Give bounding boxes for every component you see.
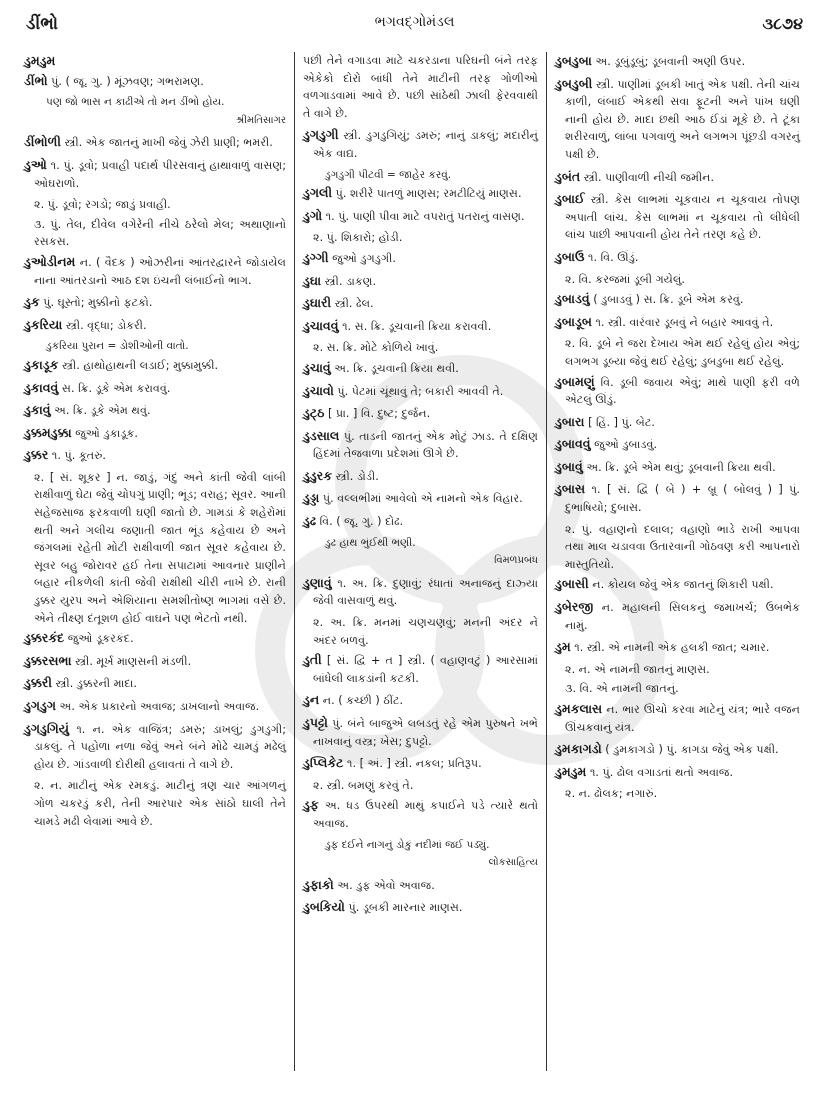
- sense-definition: ૨. પું. વહાણનો દલાલ; વહાણો ભાડે રાખી આપવા તથા માલ ચડાવવા ઉતારવાની ગોઠવણ કરી આપનારો માસ્તુતિયો.: [565, 522, 800, 571]
- sense-definition: ૨. [ સં. શૂકર ] ન. જાડું, ગંદું અને કાંતી જેવી લાંબી રાક્ષીવાળું ઘેટા જેવું ચોપગું પ્રાણી; ભૂંડ; વરાહ; સૂવર. આની સહેજસાજ ફરકવાળી ઘણી જાતો છે. ગામડાં કે શહેરોમાં થતી અને ગલીચ જણાતી જાત ભૂંડ કહેવાય છે અને જંગલમાં રહેતી મોટી રાક્ષીવાળી જાત સૂવર કહેવાય છે. સૂવર બહુ જોરાવર હઈ તેના સપાટામાં આવનાર પ્રાણીને બહાર નીકળેલી કાંતી જેવી રાક્ષીથી ચીરી નાખે છે. રાની ડુક્કર યુરપ અને એશિયાના સમશીતોષ્ણ ભાગમાં વસે છે. એને તીક્ષ્ણ દંતૂશળ હોઈ વાઘને પણ ભેટતો નથી.: [34, 470, 286, 625]
- definition: ૧. સ્ત્રી. વારંવાર ડૂબવું ને બહાર આવવું તે.: [595, 315, 774, 329]
- definition: અ. ક્રિ. ડૂકે એમ થવું.: [54, 404, 151, 418]
- definition: સ્ત્રી. હાથોહાથની લડાઈ; મુક્કામુક્કી.: [62, 358, 219, 372]
- headword: ડુગ્ગી: [303, 249, 329, 265]
- definition: સ્ત્રી. ડુગડુગિયું; ડમરું; નાનું ડાકલું; મદારીનું એક વાદ્ય.: [313, 129, 538, 160]
- dictionary-entry: [24, 401, 286, 420]
- dictionary-entry: [555, 638, 800, 657]
- definition: ૧. પું. ઢોલ વગાડતાં થતો અવાજ.: [589, 765, 734, 779]
- definition: પું. તાડની જાતનું એક મોટું ઝાડ. તે દક્ષિણ હિંદમાં તેજવાળા પ્રદેશમાં ઊગે છે.: [313, 429, 538, 461]
- page-header: [26, 14, 803, 38]
- headword: ડુફ: [303, 797, 319, 813]
- headword: ડુમકાગડો: [555, 741, 602, 757]
- sense-definition: ૨. સ. ક્રિ. મોટે કોળિયે ખાવું.: [313, 341, 439, 355]
- definition: ૧. સ્ત્રી. એ નામની એક હલકી જાત; ચમાર.: [574, 641, 770, 655]
- dictionary-entry: [303, 898, 538, 917]
- dictionary-columns: [24, 52, 809, 1071]
- dictionary-entry: [24, 446, 286, 465]
- dictionary-entry: [303, 876, 538, 895]
- headword: ડુગડુગ: [24, 698, 56, 713]
- headword: ડુક: [24, 294, 40, 310]
- dictionary-entry: [555, 480, 800, 516]
- definition: ( ડુબાડવું ) સ. ક્રિ. ડૂબે એમ કરવું.: [593, 293, 744, 307]
- definition: સ્ત્રી. કેસ લાભમાં ચૂકવાય ન ચૂકવાય તોપણ અપાતી લાંચ. કેસ લાભમાં ન ચૂકવાય તો લીધેલી લાંચ પાછી આપવાની હોય તેને તરણ કહે છે.: [565, 193, 800, 242]
- definition: ( ડુમકાગડો ) પું. કાગડા જેવું એક પક્ષી.: [605, 743, 779, 757]
- headword: ડુઘા: [303, 272, 322, 288]
- dictionary-entry: [555, 740, 800, 759]
- headword: ડુમડુમ: [555, 763, 587, 779]
- headword: ડુટ્ઠ: [303, 405, 325, 421]
- dictionary-entry: [24, 293, 286, 312]
- headword: ડુક્કરી: [24, 675, 52, 691]
- dictionary-entry: [555, 75, 800, 164]
- headword: ડુચાવો: [303, 382, 334, 398]
- sense-definition: ૨. પું. શિકારો; હોડી.: [313, 231, 403, 245]
- dictionary-entry: [555, 763, 800, 782]
- definition: જુઓ ડૂકરકંદ.: [67, 632, 134, 646]
- headword: ડુઢ: [303, 513, 317, 529]
- dictionary-entry: [303, 796, 538, 832]
- definition: પછી તેને વગાડવા માટે ચકરડાના પરિઘની બંને તરફ એકેકો દોરો બાંધી તેને માટીની તરફ ગોળીઓ વળગાડવામાં આવે છે. પછી સાંઠેથી ઝાલી ફેરવવાથી તે વાગે છે.: [303, 54, 538, 120]
- definition: સ્ત્રી. પાણીમાં ડૂબકી ખાતું એક પક્ષી. તેની ચાંચ કાળી, લંબાઈ એકથી સવા ફૂટની અને પાંખ ઘણી નાની હોય છે. માદા છથી આઠ ઈંડાં મૂકે છે. તે ટૂંકા શરીરવાળું, લાંબા પગવાળું અને લગભગ પૂંછડી વગરનું પક્ષી છે.: [565, 77, 800, 161]
- dictionary-entry: [303, 126, 538, 162]
- dictionary-entry: [555, 373, 800, 409]
- definition: સ્ત્રી. ડોડી.: [335, 469, 379, 483]
- column-2: [294, 52, 546, 1071]
- headword: ડુબેરજી: [555, 599, 594, 615]
- headword: ડુફાકો: [303, 876, 334, 892]
- definition: જુઓ ડુગડુગી.: [332, 251, 396, 265]
- dictionary-entry: [303, 427, 538, 463]
- definition: જુઓ ડુકાડૂક.: [75, 426, 138, 440]
- headword: ડુગો: [303, 207, 323, 223]
- headword: ડુબાસી: [555, 576, 589, 592]
- definition: સ્ત્રી. ડાકણ.: [324, 274, 377, 288]
- dictionary-entry: [555, 313, 800, 332]
- definition: ૧. [ અં. ] સ્ત્રી. નકલ; પ્રતિરૂપ.: [347, 757, 482, 771]
- sense-definition: ૨. વિ. કરજમાં ડૂબી ગયેલું.: [565, 272, 685, 286]
- dictionary-entry: [555, 598, 800, 634]
- definition: સ્ત્રી. ડુક્કરની માદા.: [55, 677, 137, 691]
- usage-quote: ડુગડુગી પીટવી = જાહેર કરવું.: [325, 168, 452, 181]
- usage-quote: પણ જો ભાસ ન કાઢીએ તો મન ડીંભો હોય.: [46, 96, 225, 109]
- dictionary-entry: [303, 52, 538, 122]
- definition: સ્ત્રી. એક જાતનું માખી જેવું ઝેરી પ્રાણી; ભમરી.: [64, 136, 273, 150]
- headword: ડીંભો: [24, 72, 48, 88]
- dictionary-entry: [303, 207, 538, 226]
- dictionary-entry: [555, 435, 800, 454]
- dictionary-entry: [303, 714, 538, 750]
- sense-definition: ૨. પું. ડૂવો; રગડો; જાડું પ્રવાહી.: [34, 198, 171, 212]
- definition: પું. ડૂબકી મારનાર માણસ.: [348, 901, 463, 915]
- dictionary-entry: [24, 674, 286, 693]
- dictionary-entry: [555, 413, 800, 432]
- sense-definition: ૨. ન. માટીનું એક રમકડું. માટીનું ત્રણ ચાર આંગળનું ગોળ ચકરડું કરી, તેની આરપાર એક સાંઠો ઘાલી તેને ચામડે મઢી લેવામાં આવે છે.: [34, 779, 286, 828]
- dictionary-entry: [24, 697, 286, 716]
- dictionary-entry: [24, 156, 286, 192]
- definition: સ. ક્રિ. ડૂકે એમ કરાવવું.: [61, 381, 171, 395]
- headword: ડુચાવવું: [303, 317, 339, 333]
- definition: પું. ( જૂ. ગુ. ) મૂંઝવણ; ગભરામણ.: [51, 74, 204, 88]
- sense-definition: ૨. ન. ઢોલક; નગારું.: [565, 787, 658, 801]
- usage-quote: ડુફ દઈને નાગનું ડોકું નદીમાં જઈ પડ્યું.: [325, 838, 490, 851]
- headword: ડુબંત: [555, 168, 581, 184]
- dictionary-entry: [24, 72, 286, 91]
- sense-definition: ૨. સ્ત્રી. બમણું કરવું તે.: [313, 778, 414, 792]
- definition: ૧. પું. પાણી પીવા માટે વપરાતું પતરાનું વાસણ.: [325, 209, 525, 223]
- headword: ડુડ્ડા: [303, 490, 320, 506]
- headword: ડુગડુગિયું: [24, 720, 70, 736]
- definition: ન. ( કચ્છી ) ઠીંટ.: [322, 694, 404, 708]
- dictionary-entry: [555, 458, 800, 477]
- definition: ન. ( વૈદક ) ઓઝરીનાં આંતરદ્વારને જોડાયેલ નાના આંતરડાનો આઠ દશ ઇંચની લંબાઈનો ભાગ.: [34, 255, 286, 287]
- definition: ન. ભાર ઊંચો કરવા માટેનું યંત્ર; ભારે વજન ઊંચકવાનું યંત્ર.: [565, 703, 800, 734]
- dictionary-entry: [555, 190, 800, 244]
- headword: ડુક્કર: [24, 447, 49, 463]
- dictionary-entry: [303, 359, 538, 378]
- headword: ડુડસાલ: [303, 427, 340, 443]
- headword: ડુબામણું: [555, 373, 595, 389]
- dictionary-entry: [24, 720, 286, 774]
- headword: ડીંભોળી: [24, 134, 61, 150]
- headword: ડુક્કરકંદ: [24, 630, 65, 646]
- headword: ડુબાડવું: [555, 291, 590, 307]
- dictionary-entry: [24, 629, 286, 648]
- dictionary-entry: [303, 404, 538, 423]
- definition: ૧. વિ. ઊંડું.: [587, 250, 639, 264]
- headword: ડુડુરક: [303, 467, 333, 483]
- definition: ૧. પું. કૂતરું.: [51, 449, 106, 463]
- book-title: ભગવદ્ગોમંડલ: [374, 14, 455, 30]
- definition: જુઓ ડુબાડવું.: [594, 438, 658, 452]
- headword: ડુકાડૂક: [24, 356, 59, 372]
- dictionary-entry: [24, 316, 286, 335]
- dictionary-entry: [24, 356, 286, 375]
- dictionary-entry: [303, 691, 538, 710]
- dictionary-entry: [303, 512, 538, 531]
- definition: અ. ડુફ એવો અવાજ.: [337, 878, 435, 892]
- guide-word-left: ડીંભો: [26, 14, 59, 34]
- sense-definition: ૩. પું. તેલ, દીવેલ વગેરેની નીચે ઠરેલો મેલ; અથાણાનો રસકસ.: [34, 217, 286, 249]
- dictionary-entry: [303, 574, 538, 610]
- definition: ૧. [ સં. દ્વિ ( બે ) + બ્રૂ ( બોલવું ) ] પું. દુભાષિયો; દુબાસ.: [565, 483, 800, 515]
- headword: ડુઓડીનમ: [24, 253, 76, 269]
- headword: ડુઓ: [24, 156, 47, 172]
- headword: ડુન: [303, 692, 320, 708]
- headword: ડુકાવવું: [24, 379, 59, 395]
- headword: ડુબાઉ: [555, 248, 585, 264]
- usage-quote: ડુકરિયા પુરાન = ડોશીઓની વાતો.: [46, 340, 189, 353]
- definition: વિ. ડૂબી જવાય એવું; માથે પાણી ફરી વળે એટલું ઊંડું.: [565, 375, 800, 407]
- definition: અ. ક્રિ. ડૂચવાની ક્રિયા થવી.: [334, 361, 459, 375]
- headword: ડુબાડૂબ: [555, 313, 592, 329]
- definition: ૧. ન. એક વાજિંત્ર; ડમરું; ડાખલું; ડુગડુગી; ડાકલું. તે પહોળા નળા જેવું અને બંને મોઢે ચામડું મઢેલું હોય છે. ગાંડવાળી દોરીથી હલાવતાં તે વાગે છે.: [34, 722, 286, 771]
- dictionary-entry: [555, 52, 800, 71]
- definition: સ્ત્રી. વૃદ્ધા; ડોકરી.: [65, 318, 147, 332]
- dictionary-entry: [555, 290, 800, 309]
- headword: ડુતી: [303, 652, 322, 668]
- headword: ડુગલી: [303, 185, 333, 201]
- headword: ડુકાવું: [24, 402, 51, 418]
- definition: પું. શરીરે પાતળું માણસ; રમટીટિયું માણસ.: [335, 187, 522, 201]
- headword: ડુણાવું: [303, 574, 332, 590]
- usage-quote: ડુઢ હાથ ભુંઈથી ભણી.: [325, 536, 416, 549]
- quote-source: વિમળપ્રબંધ: [494, 555, 538, 567]
- headword: ડુપ્લિકેટ: [303, 755, 344, 771]
- dictionary-entry: [555, 248, 800, 267]
- headword: ડુક્કમડુક્કા: [24, 424, 72, 440]
- definition: પું. વલ્લભીમાં આવેલો એ નામનો એક વિહાર.: [322, 492, 523, 506]
- sense-definition: ૨. ન. એ નામની જાતનું માણસ.: [565, 662, 710, 676]
- dictionary-entry: [24, 424, 286, 443]
- definition: ૧. સ. ક્રિ. ડૂચવાની ક્રિયા કરાવવી.: [342, 319, 492, 333]
- dictionary-entry: [303, 467, 538, 486]
- dictionary-entry: [555, 168, 800, 187]
- definition: ૧. પું. ડૂવો; પ્રવાહી પદાર્થ પીરસવાનું હાથાવાળું વાસણ; ઓઘરાળો.: [34, 158, 286, 190]
- dictionary-entry: [24, 133, 286, 152]
- sense-definition: ૨. અ. ક્રિ. મનમાં ચણચણવું; મનની અંદર ને અંદર બળવું.: [313, 616, 538, 647]
- dictionary-entry: [555, 700, 800, 736]
- quote-source: લોકસાહિત્ય: [488, 857, 538, 869]
- dictionary-entry: [303, 294, 538, 313]
- sense-definition: ૩. વિ. એ નામની જાતનું.: [565, 682, 679, 696]
- definition: ૧. અ. ક્રિ. દુણાવું; રંધાતાં અનાજનું દાઝ્યા જેવી વાસવાળું થવું.: [313, 576, 538, 608]
- headword: ડુબાવવું: [555, 436, 591, 452]
- dictionary-entry: [303, 272, 538, 291]
- dictionary-entry: [303, 382, 538, 401]
- dictionary-entry: [303, 184, 538, 203]
- page-number: ૩૮૭૪: [762, 14, 803, 33]
- headword: ડુઘારી: [303, 295, 332, 311]
- definition: [ પ્રા. ] વિ. દુષ્ટ; દુર્જન.: [327, 407, 431, 421]
- headword: ડુક્કરસભા: [24, 652, 72, 668]
- definition: વિ. ( જૂ. ગુ. ) દોઢ.: [319, 515, 404, 529]
- dictionary-entry: [303, 249, 538, 268]
- headword: ડુમકલાસ: [555, 701, 603, 716]
- headword: ડુગડુગી: [303, 127, 339, 143]
- column-3: [546, 52, 808, 1071]
- headword: ડુબારા: [555, 413, 585, 429]
- headword: ડુમ: [555, 639, 571, 655]
- dictionary-entry: [303, 489, 538, 508]
- definition: અ. ક્રિ. ડૂબે એમ થવું; ડૂબવાની ક્રિયા થવી.: [586, 460, 776, 474]
- headword: ડુબડુબી: [555, 75, 593, 91]
- dictionary-entry: [24, 253, 286, 289]
- dictionary-entry: [303, 317, 538, 336]
- headword: ડુબડુબા: [555, 53, 592, 68]
- definition: અ. એક પ્રકારનો અવાજ; ડાખલાનો અવાજ.: [59, 700, 260, 713]
- dictionary-entry: [555, 575, 800, 594]
- definition: સ્ત્રી. પાણીવાળી નીચી જમીન.: [583, 170, 715, 184]
- headword: ડુબાસ: [555, 481, 586, 497]
- sense-definition: ૨. વિ. ડૂબે ને જરા દેખાય એમ થઈ રહેલું હોય એવું; લગભગ ડૂબ્યા જેવું થઈ રહેલું; ડુબડુબા થઈ રહેલું.: [565, 337, 800, 368]
- definition: ન. મહાલની સિલકનું જમાખર્ચ; ઉબભેક નામું.: [565, 601, 800, 632]
- definition: [ સં. દ્વિ + ત ] સ્ત્રી. ( વહાણવટું ) આરસામાં બાંધેલી લાકડાંની કટકી.: [313, 654, 538, 685]
- dictionary-entry: [303, 754, 538, 773]
- headword: ડુબકિયો: [303, 899, 345, 915]
- quote-source: શ્રીમતિસાગર: [236, 114, 286, 126]
- headword: ડુબાવું: [555, 458, 583, 474]
- headword: ડુબાઈ: [555, 191, 585, 207]
- definition: સ્ત્રી. મૂર્ખ માણસની મંડળી.: [75, 654, 192, 668]
- column-1: [24, 52, 294, 1071]
- definition: સ્ત્રી. ઢેલ.: [334, 297, 374, 311]
- definition: પું. બંને બાજુએ લબડતું રહે એમ પુરુષને ખભે નાખવાનું વસ્ત્ર; ખેસ; દુપટ્ટો.: [313, 717, 538, 748]
- dictionary-entry: [24, 652, 286, 671]
- dictionary-entry: [303, 651, 538, 687]
- headword: ડુપટ્ટો: [303, 715, 328, 730]
- dictionary-entry: [24, 379, 286, 398]
- definition: ન. કોયલ જેવું એક જાતનું શિકારી પક્ષી.: [592, 578, 774, 592]
- definition: અ. ધડ ઉપરથી માથું કપાઈને પડે ત્યારે થતો અવાજ.: [313, 799, 539, 830]
- headword: ડુચાવું: [303, 359, 331, 375]
- headword: ડુકરિયા: [24, 316, 63, 332]
- definition: પું. ઘૂસ્તો; મુક્કીનો ફટકો.: [43, 296, 153, 310]
- definition: અ. ડૂબુંડૂબું; ડૂબવાની અણી ઉપર.: [595, 55, 746, 68]
- definition: પું. પેટમાં ચૂંથાવું તે; બકારી આવવી તે.: [337, 384, 504, 398]
- definition: [ હિં. ] પું. બેટ.: [588, 415, 655, 429]
- column-guide-word: ડુમડુમ: [24, 53, 56, 68]
